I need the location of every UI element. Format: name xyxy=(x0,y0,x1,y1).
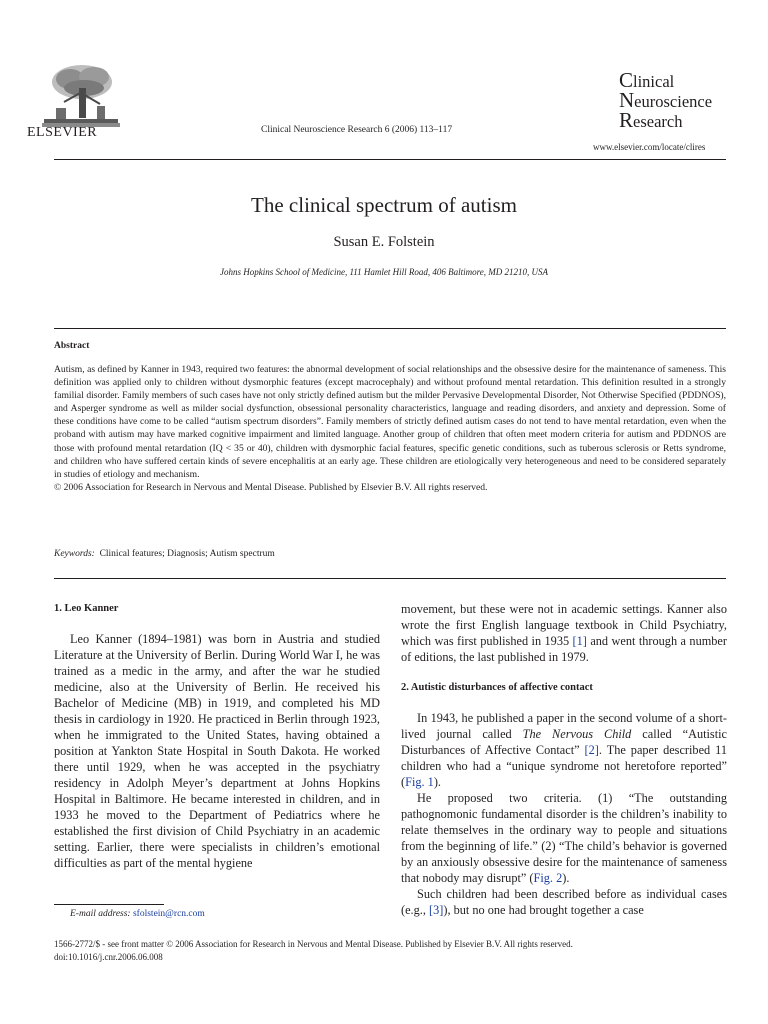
section-1-paragraph: Leo Kanner (1894–1981) was born in Austria and studied Literature at the University of Berlin. During World War I, he was trained as a medic in the army, and after the war he studied medicine, also at the University of Berlin. He received his Bachelor of Medicine (MB) in 1919, and completed his MD thesis in cardiology in 1920. He practiced in Berlin through 1923, when he immigrated to the United States, having obtained a position at Yankton State Hospital in South Dakota. He worked there until 1929, when he was accepted in the psychiatry residency in Adolph Meyer’s department at Johns Hopkins Hospital in Baltimore. He became interested in children, and in 1933 he moved to the Department of Pediatrics where he established the first division of Child Psychiatry in an academic setting. Earlier, there were specialists in children’s emotional difficulties as part of the mental hygiene xyxy=(54,632,380,870)
keywords xyxy=(54,549,275,559)
abstract-bottom-divider xyxy=(54,578,726,579)
text-run: He proposed two criteria. (1) “The outstanding pathognomonic fundamental disorder is the children’s inability to relate themselves in the ordinary way to people and situations from the beginning of life.” (2) “The child’s behavior is governed by an anxiously obsessive desire for the maintenance of sameness that nobody may disrupt” ( xyxy=(401,791,727,885)
journal-name-cap: C xyxy=(619,68,634,92)
journal-url-link[interactable]: www.elsevier.com/locate/clires xyxy=(593,142,706,152)
author-affiliation: Johns Hopkins School of Medicine, 111 Hamlet Hill Road, 406 Baltimore, MD 21210, USA xyxy=(219,267,549,277)
reference-1-link[interactable]: [1] xyxy=(572,634,587,648)
doi-line: doi:10.1016/j.cnr.2006.06.008 xyxy=(54,952,163,962)
journal-name-rest: linical xyxy=(633,72,675,91)
left-column xyxy=(54,601,380,871)
text-run: called “Autistic Disturbances of Affective Contact” xyxy=(401,727,728,757)
text-run: . The paper described 11 children who had a “unique syndrome not heretofore reported” ( xyxy=(401,743,727,789)
section-1-continuation xyxy=(401,601,727,665)
text-run: ). xyxy=(433,775,441,789)
right-column xyxy=(401,601,727,918)
abstract-copyright: © 2006 Association for Research in Nervous and Mental Disease. Published by Elsevier B.V. All rights reserved. xyxy=(54,481,488,493)
section-1-heading: 1. Leo Kanner xyxy=(54,603,119,614)
reference-2-link[interactable]: [2] xyxy=(584,743,599,757)
email-link[interactable]: sfolstein@rcn.com xyxy=(132,909,205,919)
journal-name-rest: euroscience xyxy=(634,92,713,111)
header-divider xyxy=(54,159,726,160)
keywords-text: Clinical features; Diagnosis; Autism spectrum xyxy=(99,549,275,559)
text-run: ), but no one had brought together a case xyxy=(443,903,644,917)
text-run: Such children had been described before as individual cases (e.g., xyxy=(401,887,727,917)
text-run: In 1943, he published a paper in the second volume of a short-lived journal called xyxy=(401,711,727,741)
keywords-label: Keywords: xyxy=(54,549,95,559)
article-author: Susan E. Folstein xyxy=(333,234,435,250)
abstract-heading: Abstract xyxy=(54,341,90,351)
section-2-paragraph-3 xyxy=(401,886,727,918)
figure-1-link[interactable]: Fig. 1 xyxy=(405,775,434,789)
footnote-divider xyxy=(54,904,164,905)
email-label: E-mail address: xyxy=(70,909,131,919)
elsevier-tree-logo-icon xyxy=(42,62,120,128)
journal-name-line xyxy=(619,108,712,132)
figure-2-link[interactable]: Fig. 2 xyxy=(533,871,563,885)
journal-citation: Clinical Neuroscience Research 6 (2006) 113–117 xyxy=(261,125,453,135)
article-title: The clinical spectrum of autism xyxy=(251,193,517,217)
reference-3-link[interactable]: [3] xyxy=(429,903,444,917)
abstract-paragraph: Autism, as defined by Kanner in 1943, required two features: the abnormal development of social relationships and the obsessive desire for the maintenance of sameness. This definition was applied only to children without dysmorphic features (except macrocephaly) and without profound mental retardation. This definition resulted in a strongly familial disorder. Family members of such cases have not only strictly defined autism but the milder Pervasive Developmental Disorder, Not Otherwise Specified (PDDNOS), and Asperger syndrome as well as milder social dysfunction, obsessional personality characteristics, language and reading disorders, and anxiety and depression. Some of these conditions have come to be called “autism spectrum disorders”. Family members of strictly defined autism cases do not tend to have mental retardation, even when the proband with autism may have marked cognitive impairment and limited language. Another group of children that often meet modern criteria for autism and PDDNOS are those with profound mental retardation (IQ < 35 or 40), children with dysmorphic facial features, specific genetic conditions, such as tuberous sclerosis or Retts syndrome, and children who have suffered certain kinds of severe encephalitis at an early age. These children are etiologically very heterogeneous and need to be considered separately in studies of etiology and mechanism. xyxy=(54,364,726,480)
text-run: ). xyxy=(562,871,570,885)
section-2-paragraph-1 xyxy=(401,710,727,790)
journal-title-italic: The Nervous Child xyxy=(522,727,632,741)
text-run: and went through a number of editions, the last published in 1979. xyxy=(401,634,727,664)
journal-name-rest: esearch xyxy=(633,112,683,131)
text-run: movement, but these were not in academic settings. Kanner also wrote the first English language textbook in Child Psychiatry, which was first published in 1935 xyxy=(401,602,727,648)
abstract-top-divider xyxy=(54,328,726,329)
email-footnote xyxy=(70,909,205,919)
publisher-name: ELSEVIER xyxy=(27,125,98,140)
abstract-body xyxy=(54,363,726,494)
journal-name xyxy=(619,68,713,132)
section-2-paragraph-2 xyxy=(401,790,727,886)
journal-name-cap: N xyxy=(619,88,635,112)
journal-name-cap: R xyxy=(619,108,634,132)
front-matter-line: 1566-2772/$ - see front matter © 2006 Association for Research in Nervous and Mental Disease. Published by Elsevier B.V. All rights reserved. xyxy=(54,939,573,949)
section-2-heading: 2. Autistic disturbances of affective contact xyxy=(401,682,593,693)
